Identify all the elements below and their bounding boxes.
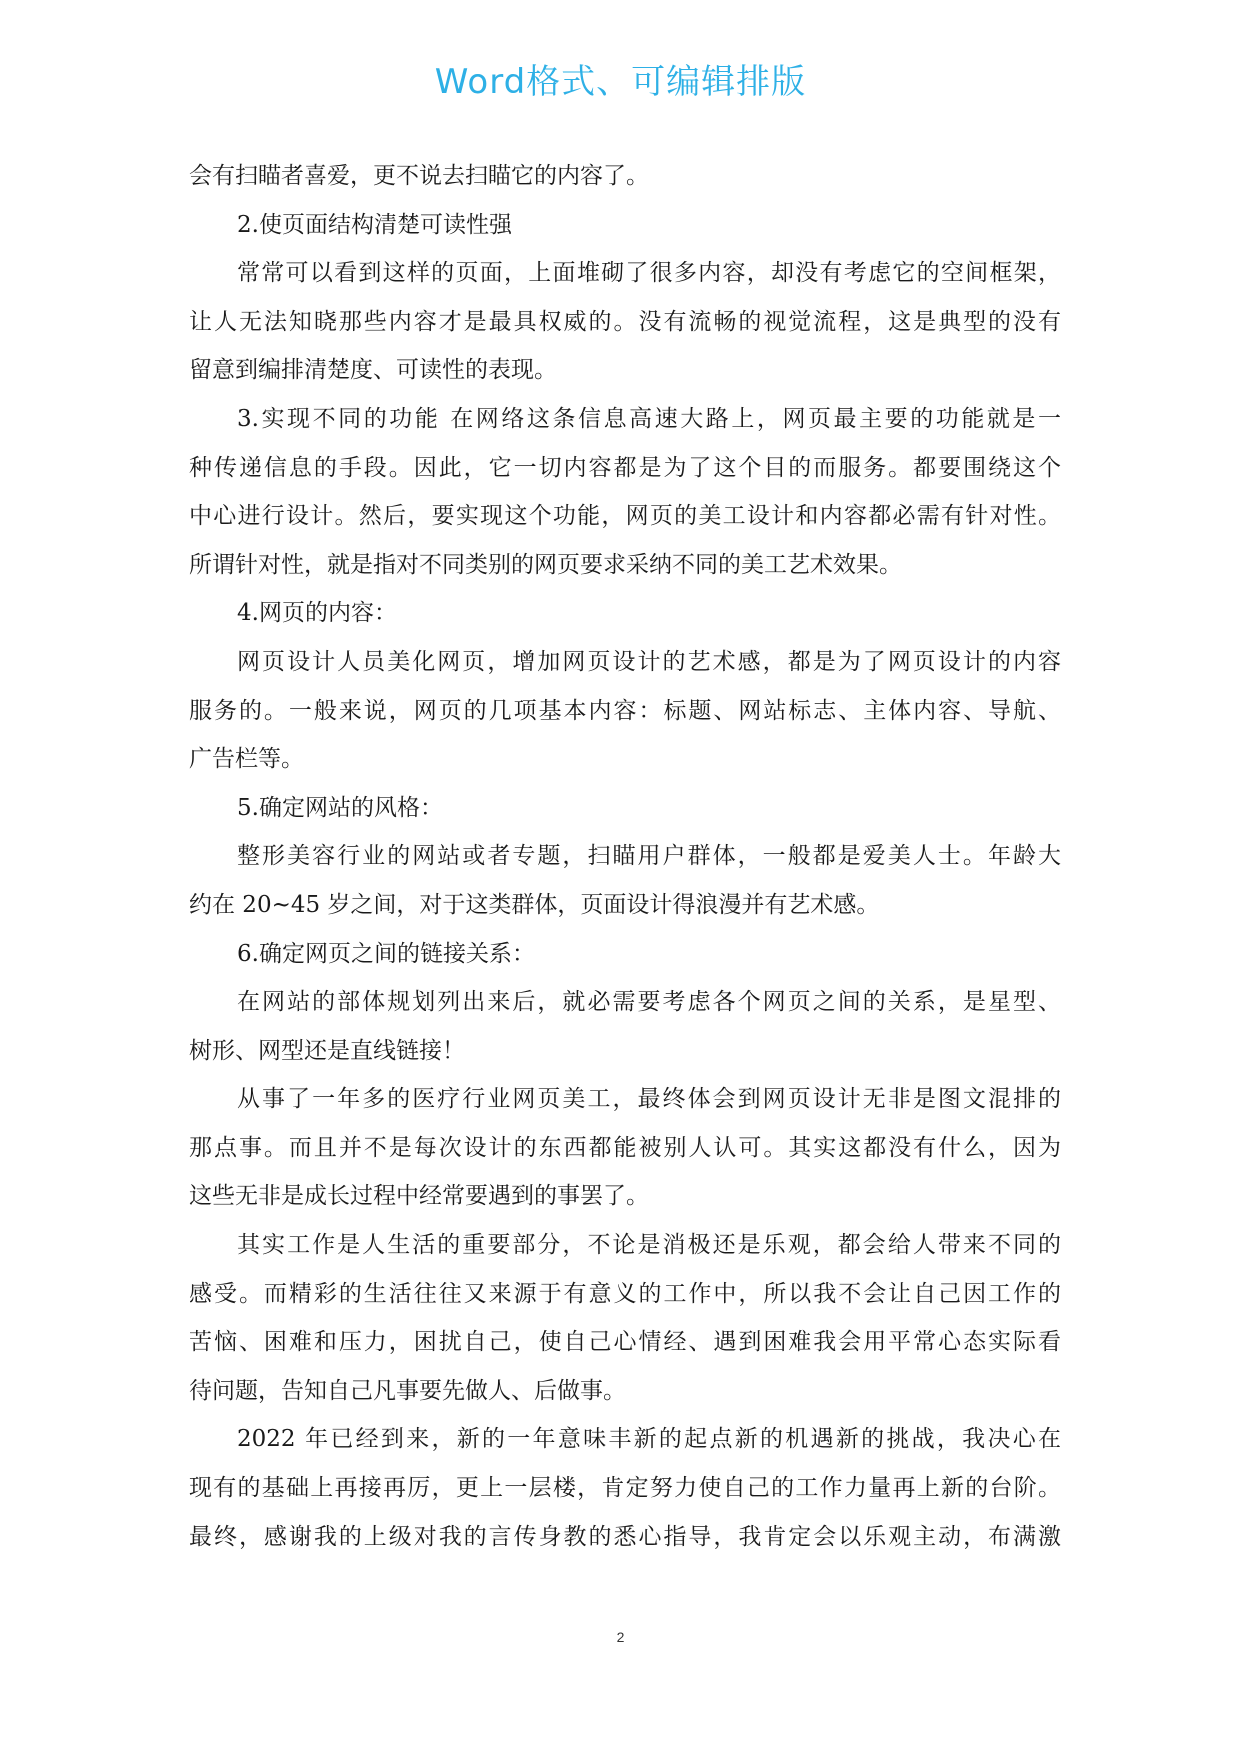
paragraph-line: 广告栏等。 — [189, 746, 304, 773]
page-number: 2 — [616, 1629, 625, 1645]
header-title: Word格式、可编辑排版 — [434, 62, 807, 102]
paragraph-line: 从事了一年多的医疗行业网页美工，最终体会到网页设计无非是图文混排的 — [237, 1086, 1061, 1113]
paragraph-line: 4.网页的内容： — [237, 600, 397, 627]
paragraph — [189, 1221, 1061, 1415]
paragraph-line: 这些无非是成长过程中经常要遇到的事罢了。 — [189, 1183, 649, 1210]
paragraph — [189, 1415, 1061, 1561]
paragraph — [189, 784, 1061, 833]
paragraph — [189, 638, 1061, 784]
paragraph-line: 网页设计人员美化网页，增加网页设计的艺术感，都是为了网页设计的内容 — [237, 648, 1061, 675]
document-body — [189, 152, 1061, 1561]
paragraph-line: 会有扫瞄者喜爱，更不说去扫瞄它的内容了。 — [189, 163, 649, 189]
paragraph-line: 6.确定网页之间的链接关系： — [237, 940, 535, 967]
paragraph — [189, 249, 1061, 395]
paragraph — [189, 395, 1061, 589]
paragraph-line: 2022 年已经到来，新的一年意味丰新的起点新的机遇新的挑战，我决心在 — [237, 1426, 1061, 1453]
paragraph-line: 待问题，告知自己凡事要先做人、后做事。 — [189, 1377, 626, 1404]
paragraph-line: 常常可以看到这样的页面，上面堆砌了很多内容，却没有考虑它的空间框架， — [237, 260, 1061, 287]
paragraph — [189, 152, 1061, 201]
paragraph — [189, 201, 1061, 250]
paragraph-line: 现有的基础上再接再厉，更上一层楼，肯定努力使自己的工作力量再上新的台阶。 — [189, 1475, 1061, 1502]
paragraph-line: 那点事。而且并不是每次设计的东西都能被别人认可。其实这都没有什么，因为 — [189, 1134, 1061, 1161]
paragraph — [189, 832, 1061, 929]
paragraph-line: 让人无法知晓那些内容才是最具权威的。没有流畅的视觉流程，这是典型的没有 — [189, 308, 1061, 335]
paragraph-line: 5.确定网站的风格： — [237, 794, 443, 821]
paragraph — [189, 978, 1061, 1075]
paragraph — [189, 1075, 1061, 1221]
paragraph-line: 2.使页面结构清楚可读性强 — [237, 211, 512, 238]
paragraph-line: 树形、网型还是直线链接！ — [189, 1037, 465, 1064]
paragraph-line: 其实工作是人生活的重要部分，不论是消极还是乐观，都会给人带来不同的 — [237, 1232, 1061, 1259]
paragraph-line: 中心进行设计。然后，要实现这个功能，网页的美工设计和内容都必需有针对性。 — [189, 503, 1061, 530]
paragraph-line: 整形美容行业的网站或者专题，扫瞄用户群体，一般都是爱美人士。年龄大 — [237, 843, 1061, 870]
paragraph-line: 感受。而精彩的生活往往又来源于有意义的工作中，所以我不会让自己因工作的 — [189, 1280, 1061, 1307]
paragraph-line: 留意到编排清楚度、可读性的表现。 — [189, 357, 557, 384]
paragraph — [189, 930, 1061, 979]
paragraph-line: 最终，感谢我的上级对我的言传身教的悉心指导，我肯定会以乐观主动，布满激 — [189, 1523, 1061, 1550]
paragraph-line: 所谓针对性，就是指对不同类别的网页要求采纳不同的美工艺术效果。 — [189, 551, 902, 578]
paragraph-line: 约在 20~45 岁之间，对于这类群体，页面设计得浪漫并有艺术感。 — [189, 891, 880, 918]
paragraph — [189, 589, 1061, 638]
paragraph-line: 在网站的部体规划列出来后，就必需要考虑各个网页之间的关系，是星型、 — [237, 989, 1061, 1016]
paragraph-line: 苦恼、困难和压力，困扰自己，使自己心情经、遇到困难我会用平常心态实际看 — [189, 1329, 1061, 1356]
paragraph-line: 服务的。一般来说，网页的几项基本内容：标题、网站标志、主体内容、导航、 — [189, 697, 1061, 724]
paragraph-line: 3.实现不同的功能 在网络这条信息高速大路上，网页最主要的功能就是一 — [237, 405, 1061, 432]
paragraph-line: 种传递信息的手段。因此，它一切内容都是为了这个目的而服务。都要围绕这个 — [189, 454, 1061, 481]
